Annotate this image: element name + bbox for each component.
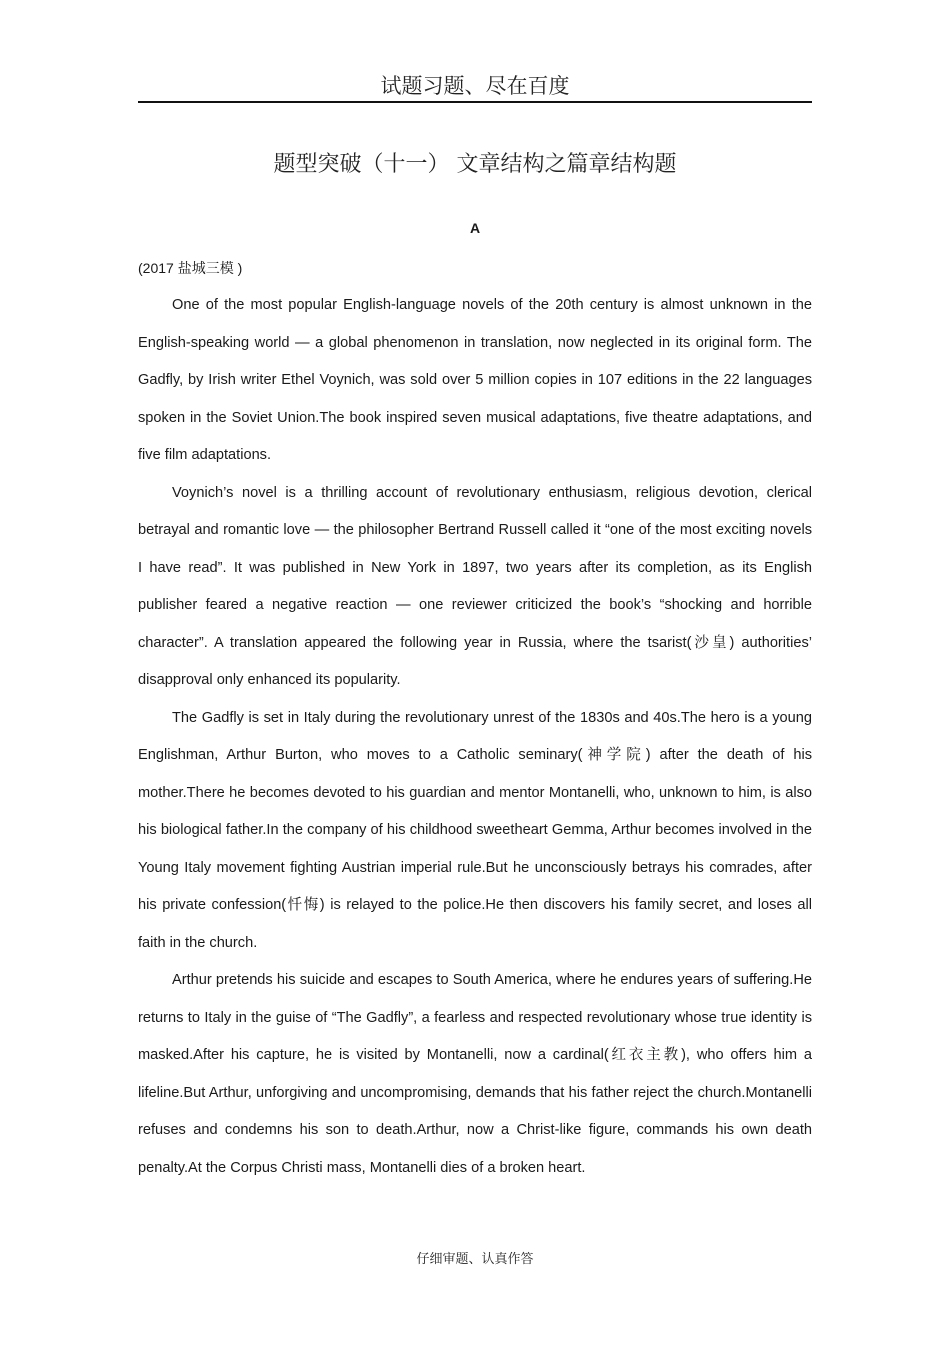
paragraph: Voynich’s novel is a thrilling account of revolutionary enthusiasm, religious devotion, clerical betrayal and romantic love — the philosopher Bertrand Russell called it “one of the most exciting novels I have read”. It was published in New York in 1897, two years after its completion, as its English publisher feared a negative reaction — one reviewer criticized the book’s “shocking and horrible character”. A translation appeared the following year in Russia, where the tsarist(沙皇) authorities’ disapproval only enhanced its popularity. xyxy=(138,484,812,688)
paragraph: Arthur pretends his suicide and escapes to South America, where he endures years of suffering.He returns to Italy in the guise of “The Gadfly”, a fearless and respected revolutionary whose true identity is masked.After his capture, he is visited by Montanelli, now a cardinal(红衣主教), who offers him a lifeline.But Arthur, unforgiving and uncompromising, demands that his father reject the church.Montanelli refuses and condemns his son to death.Arthur, now a Christ-like figure, commands his own death penalty.At the Corpus Christi mass, Montanelli dies of a broken heart. xyxy=(138,972,812,1176)
document-title: 题型突破（十一） 文章结构之篇章结构题 xyxy=(273,152,677,177)
page-footer: 仔细审题、认真作答 xyxy=(416,1252,534,1267)
paragraph: The Gadfly is set in Italy during the revolutionary unrest of the 1830s and 40s.The hero is a young Englishman, Arthur Burton, who moves to a Catholic seminary(神学院) after the death of his mother.There he becomes devoted to his guardian and mentor Montanelli, who, unknown to him, is also his biological father.In the company of his childhood sweetheart Gemma, Arthur becomes involved in the Young Italy movement fighting Austrian imperial rule.But he unconsciously betrays his comrades, after his private confession(忏悔) is relayed to the police.He then discovers his family secret, and loses all faith in the church. xyxy=(138,709,812,951)
section-label: A xyxy=(469,220,481,236)
source-note: (2017 盐城三模 ) xyxy=(138,260,243,276)
article-body xyxy=(138,287,812,1187)
header-divider xyxy=(138,101,812,103)
page-header-title: 试题习题、尽在百度 xyxy=(380,74,570,98)
paragraph: One of the most popular English-language novels of the 20th century is almost unknown in the English-speaking world — a global phenomenon in translation, now neglected in its original form. The Gadfly, by Irish writer Ethel Voynich, was sold over 5 million copies in 107 editions in the 22 languages spoken in the Soviet Union.The book inspired seven musical adaptations, five theatre adaptations, and five film adaptations. xyxy=(138,297,812,463)
